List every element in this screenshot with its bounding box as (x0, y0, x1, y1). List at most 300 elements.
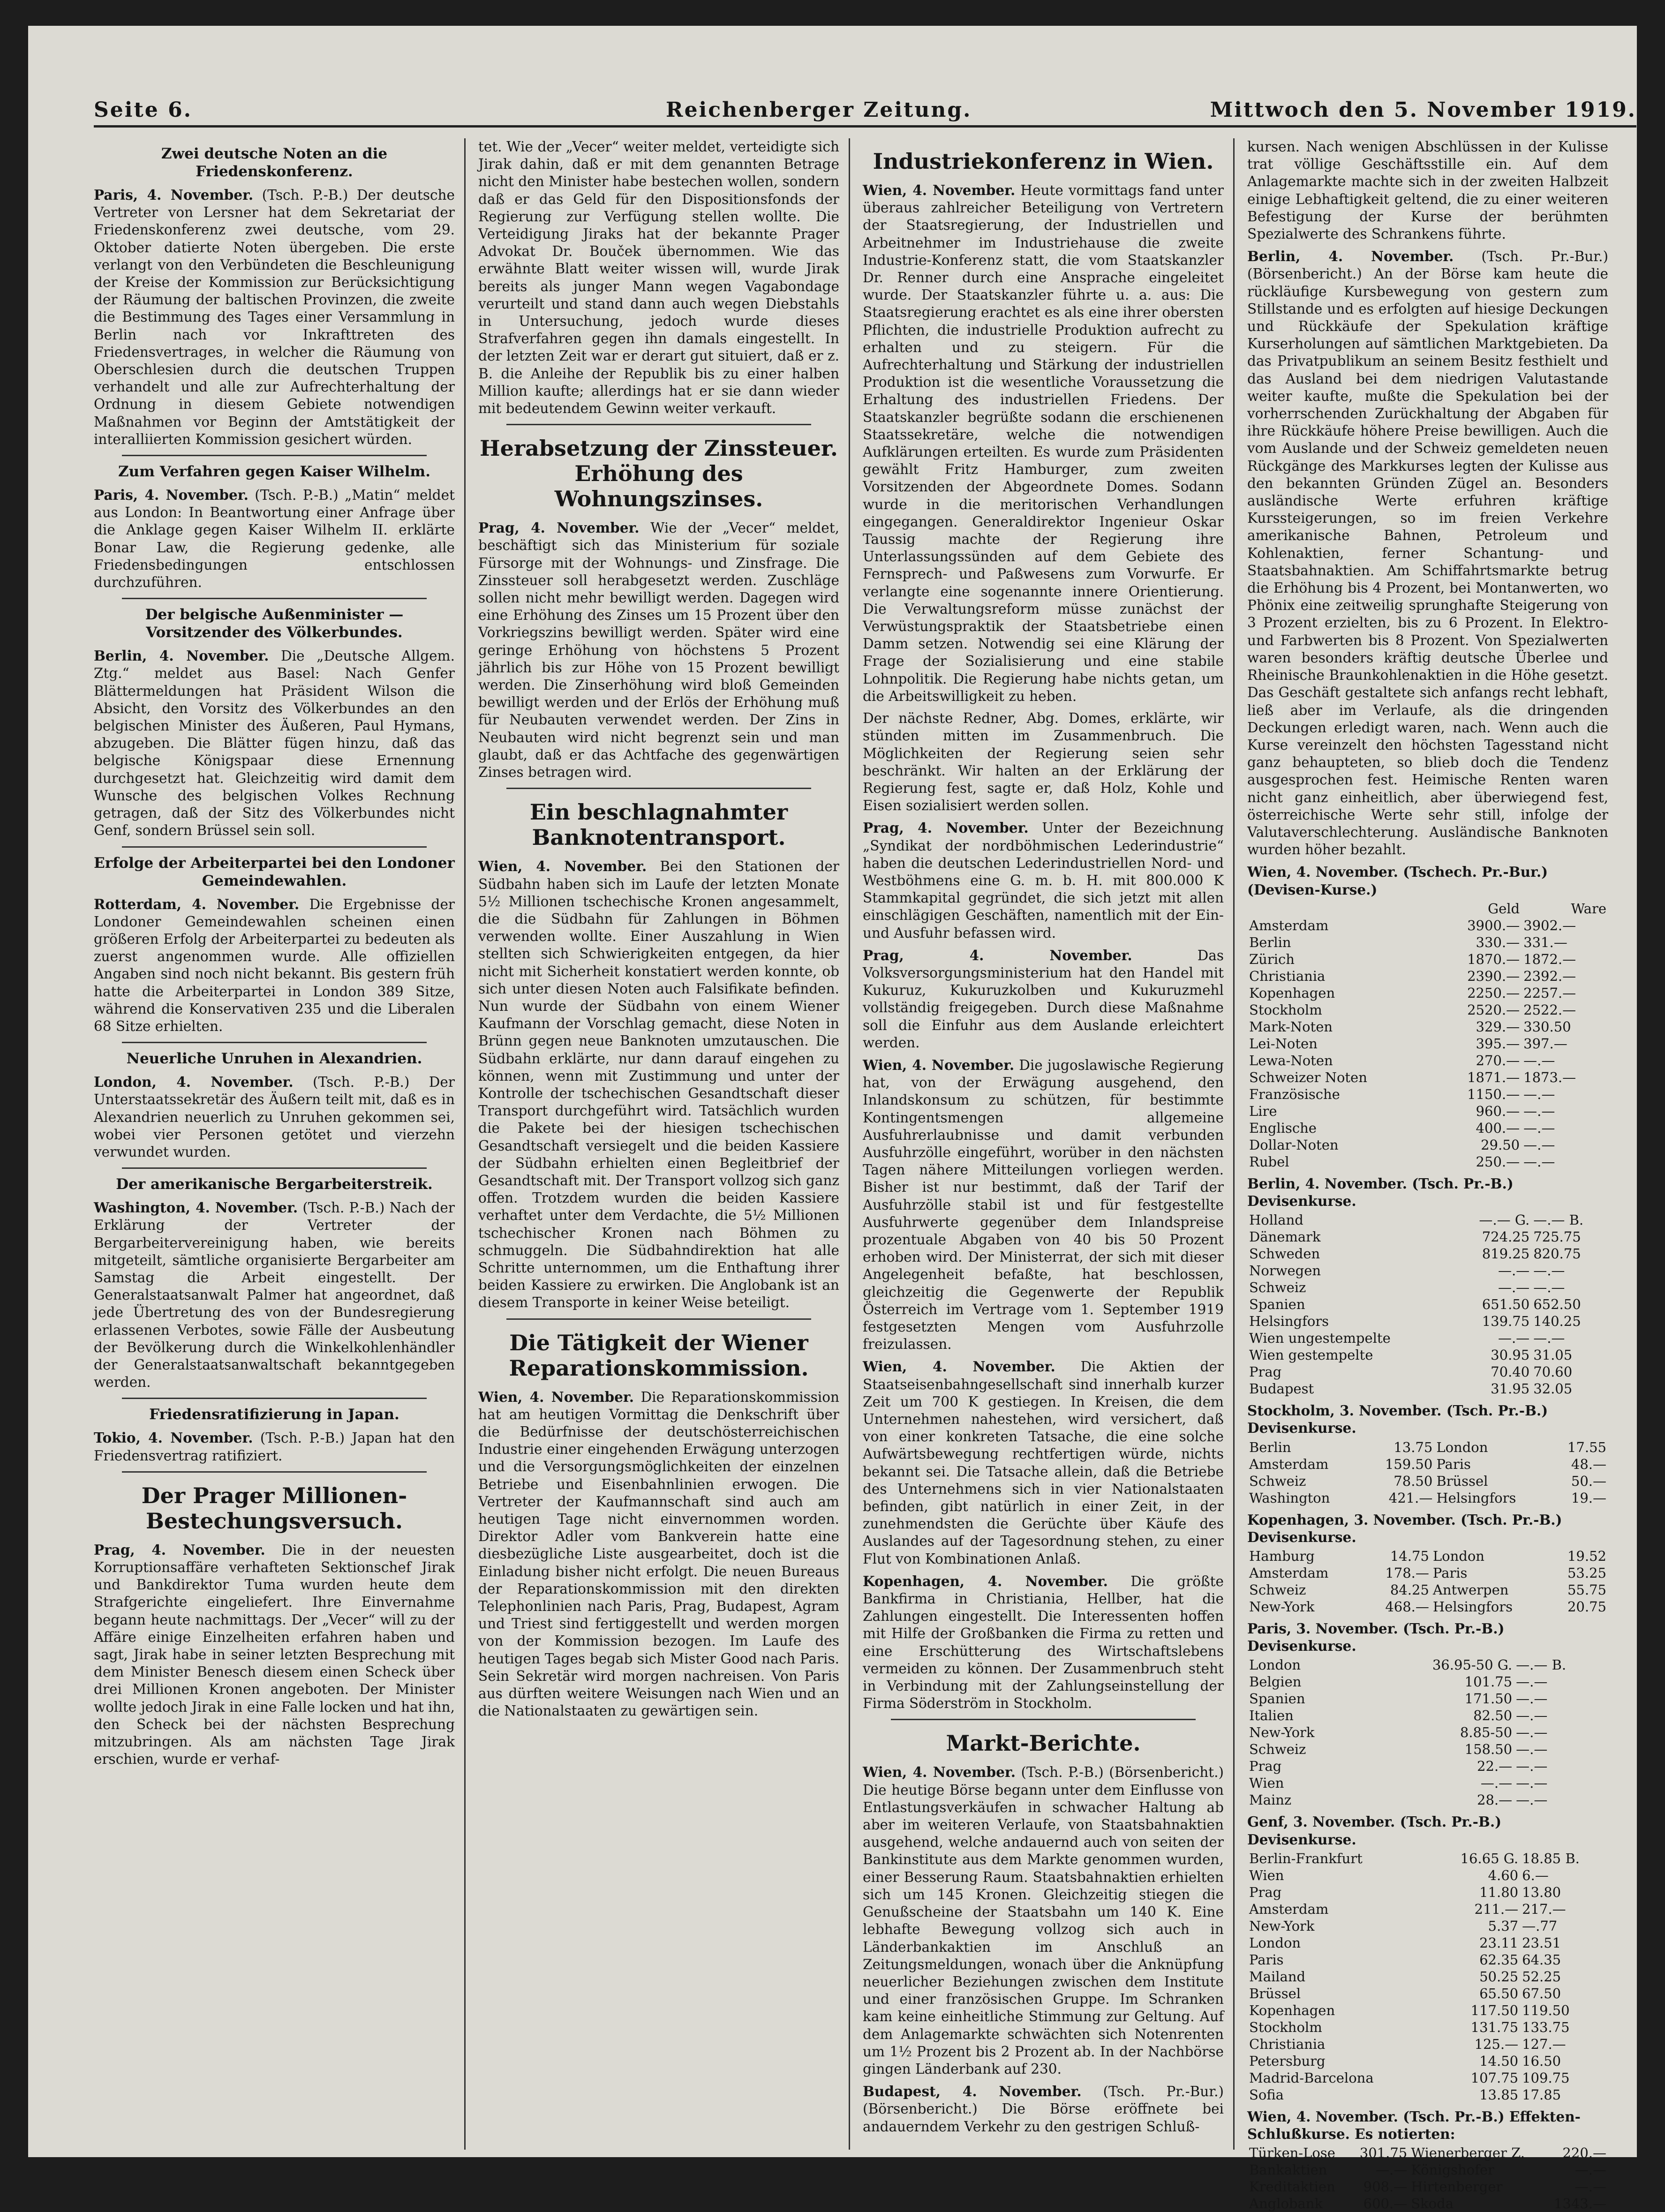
issue-date: Mittwoch den 5. November 1919. (1210, 98, 1636, 122)
article-paragraph (863, 1572, 1224, 1713)
article-headline: Zum Verfahren gegen Kaiser Wilhelm. (118, 463, 431, 481)
rates-cell: 70.40 (1491, 1364, 1530, 1380)
rates-cell: 29.50 (1481, 1136, 1520, 1153)
rates-cell: 30.95 (1491, 1347, 1530, 1363)
rates-cell: 330.— (1476, 934, 1520, 950)
rates-cell: 1870.— (1467, 951, 1520, 967)
rates-cell: Wien ungestempelte (1249, 1330, 1391, 1347)
rates-cell: 52.25 (1522, 1968, 1561, 1985)
rates-cell: 421.— (1388, 1490, 1433, 1506)
article-paragraph (94, 1429, 455, 1464)
rates-cell: 19.— (1571, 1490, 1606, 1506)
dateline: Kopenhagen, 4. November. (863, 1572, 1108, 1589)
rates-cell: 13.75 (1394, 1439, 1433, 1455)
rates-cell: —.— (1516, 1792, 1548, 1808)
rates-cell: —.— (1498, 1279, 1530, 1296)
rates-cell: Hamburg (1249, 1548, 1315, 1564)
rates-cell: 13.80 (1522, 1884, 1561, 1900)
article-paragraph (94, 647, 455, 839)
dateline: Prag, 4. November. (863, 820, 1029, 836)
rates-cell: 1150.— (1467, 1086, 1520, 1102)
rates-cell: 125.— (1474, 2036, 1519, 2052)
rates-row (1247, 1153, 1608, 1170)
rates-cell: 2520.— (1467, 1001, 1520, 1018)
dateline: Paris, 4. November. (94, 187, 254, 203)
rates-cell: Königshofer (1411, 2162, 1494, 2178)
article-headline: Erfolge der Arbeiterpartei bei den Londoner Gemeindewahlen. (94, 854, 455, 889)
rates-cell: Spanien (1249, 1296, 1305, 1313)
rates-row (1247, 1103, 1608, 1120)
rates-row (1247, 1380, 1608, 1397)
rates-cell: 62.35 (1479, 1951, 1519, 1968)
article-paragraph (478, 138, 839, 417)
rates-row (1247, 1473, 1608, 1490)
rates-cell: —.— (1498, 1263, 1530, 1279)
rates-row (1247, 1211, 1608, 1228)
rates-cell: 171.50 (1464, 1691, 1513, 1707)
rates-cell: Anglobank (1249, 2196, 1323, 2212)
rates-row (1247, 1245, 1608, 1262)
rates-cell: Holland (1249, 1212, 1303, 1228)
rates-cell: —.— (1516, 1724, 1548, 1741)
article-text: (Tsch. P.-B.) Der Unterstaatssekretär des Äußern teilt mit, daß es in Alexandrien neuerlich zu Unruhen gekommen sei, wobei vier Personen getötet und vierzehn verwundet wurden. (94, 1074, 455, 1160)
rates-cell: 31.05 (1533, 1347, 1573, 1363)
article-separator (122, 846, 427, 848)
rates-cell: Wien (1249, 1867, 1284, 1883)
article-text: (Tsch. P.-B.) (Börsenbericht.) Die heutige Börse begann unter dem Einflusse von Entlastungsverkäufen in schwacher Haltung ab aber im weiteren Verlaufe, von Staatsbahnaktien ausgehend, welche andauernd auch von seiten der Bankinstitute aus dem Markte genommen wurden, einer Besserung Raum. Staatsbahnaktien erhielten sich um 145 Kronen. Gleichzeitig stiegen die Genußscheine der Staatsbahn um 140 K. Eine lebhafte Bewegung vollzog sich auch in Länderbankaktien im Anschluß an Zeitungsmeldungen, wonach über die Anknüpfung neuerlicher Beziehungen zwischen dem Institute und einer französischen Gruppe. Im Schranken kam keine einheitliche Stimmung zur Geltung. Auf dem Anlagemarkte schwächten sich Notenrenten um 1½ Prozent bis 2 Prozent ab. In der Nachbörse gingen Länderbank auf 230. (863, 1764, 1224, 2077)
article-text: Die Aktien der Staatseisenbahngesellschaft sind innerhalb kurzer Zeit um 700 K gestiegen. In Kreisen, die dem Unternehmen nahestehen, wird versichert, daß von einer konkreten Tatsache, die eine solche Aufwärtsbewegung rechtfertigen würde, nichts bekannt sei. Die Tatsache allein, daß die Betriebe des Unternehmens sich in vier Nationalstaaten befinden, gibt natürlich in einer Zeit, in der zunehmendsten die Gerüchte über Käufe des Auslandes auf der Tagesordnung stehen, zu einer Flut von Kombinationen Anlaß. (863, 1359, 1224, 1567)
rates-cell: 84.25 (1390, 1581, 1429, 1598)
rates-cell: 725.75 (1533, 1229, 1581, 1245)
rates-cell: New-York (1249, 1724, 1315, 1741)
rates-cell: 11.80 (1479, 1884, 1519, 1900)
rates-row (1247, 1867, 1608, 1884)
article-paragraph (478, 858, 839, 1311)
rates-cell: 19.52 (1567, 1548, 1606, 1564)
rates-row (1247, 1086, 1608, 1103)
rates-cell: Berlin (1249, 934, 1291, 950)
rates-cell: —.— (1516, 1708, 1548, 1724)
article-headline: Der belgische Außenminister — Vorsitzender des Völkerbundes. (145, 606, 404, 641)
rates-cell: 32.05 (1533, 1381, 1573, 1397)
rates-cell: Amsterdam (1249, 1901, 1329, 1917)
rates-cell: 13.85 (1479, 2086, 1519, 2103)
article-paragraph (863, 1763, 1224, 2078)
rates-cell: 16.50 (1522, 2053, 1561, 2069)
rates-cell: Antwerpen (1432, 1581, 1509, 1598)
rates-cell: —.— (1376, 2162, 1408, 2178)
rates-cell: Spanien (1249, 1691, 1305, 1707)
article-separator (506, 1318, 811, 1320)
rates-cell: —.— (1523, 1120, 1555, 1136)
rates-table-heading: Paris, 3. November. (Tsch. Pr.-B.) Devisenkurse. (1247, 1620, 1505, 1655)
dateline: Prag, 4. November. (863, 947, 1132, 963)
rates-cell: 960.— (1476, 1103, 1520, 1119)
rates-cell: 14.50 (1479, 2053, 1519, 2069)
rates-cell: 2392.— (1523, 968, 1576, 984)
rates-table (1247, 1656, 1608, 1808)
rates-row (1247, 1035, 1608, 1052)
rates-cell: 2390.— (1467, 968, 1520, 984)
rates-cell: London (1436, 1439, 1488, 1455)
article-separator (122, 455, 427, 456)
rates-row (1247, 1791, 1608, 1808)
rates-cell: Paris (1436, 1456, 1471, 1472)
rates-cell: 651.50 (1482, 1296, 1530, 1313)
article-paragraph (94, 1199, 455, 1391)
rates-cell: —.— (1533, 1263, 1565, 1279)
rates-cell: 140.25 (1533, 1313, 1581, 1330)
article-text: Die Ergebnisse der Londoner Gemeindewahlen scheinen einen größeren Erfolg der Arbeiterpartei zu bedeuten als zuerst angenommen wurde. Alle offiziellen Angaben sind noch nicht bekannt. Bis gestern früh hatte die Arbeiterpartei in London 389 Sitze, während die Konservativen 235 und die Liberalen 68 Sitze erhielten. (94, 896, 455, 1034)
rates-cell: Kopenhagen (1249, 2002, 1335, 2018)
article-text: Das Volksversorgungsministerium hat den Handel mit Kukuruz, Kukuruzkolben und Kukuruzmehl vollständig freigegeben. Durch diese Maßnahme soll die Einfuhr aus dem Auslande erleichtert werden. (863, 947, 1224, 1051)
article-text: tet. Wie der „Vecer“ weiter meldet, verteidigte sich Jirak dahin, daß er mit dem genannten Betrage nicht den Minister habe bestechen wollen, sondern daß er das Geld für den Dispositionsfonds der Regierung zur Verfügung stellen wollte. Die Verteidigung Jiraks hat der bekannte Prager Advokat Dr. Bouček übernommen. Wie das erwähnte Blatt weiter wissen will, wurde Jirak bereits als junger Mann wegen Vagabondage verurteilt und stand dann auch wegen Diebstahls in Untersuchung, jedoch wurde dieses Strafverfahren gegen ihn damals eingestellt. In der letzten Zeit war er derart gut situiert, daß er z. B. die Anleihe der Republik bis zu einer halben Million kaufte; allerdings hat er sie dann wieder mit bedeutendem Gewinn weiter verkauft. (478, 139, 839, 417)
rates-cell: —.— (1533, 1279, 1565, 1296)
rates-cell: Schweizer Noten (1249, 1069, 1367, 1085)
rates-cell: Mailand (1249, 1968, 1306, 1985)
rates-cell: 220.— (1562, 2145, 1606, 2161)
rates-cell: 133.75 (1522, 2019, 1570, 2035)
column-rule (464, 138, 466, 2150)
rates-cell: Dänemark (1249, 1229, 1321, 1245)
rates-row (1247, 2019, 1608, 2036)
article-headline: Industriekonferenz in Wien. (873, 149, 1214, 174)
rates-cell: Helsingfors (1249, 1313, 1329, 1330)
rates-row (1247, 1439, 1608, 1456)
rates-cell: 211.— (1474, 1901, 1519, 1917)
rates-cell: 78.50 (1394, 1473, 1433, 1489)
rates-cell: 1343.— (1553, 2196, 1606, 2212)
article-paragraph (863, 819, 1224, 941)
rates-cell: 819.25 (1482, 1246, 1530, 1262)
rates-cell: —.— (1516, 1758, 1548, 1775)
rates-cell: 1873.— (1523, 1069, 1576, 1085)
rates-cell: 50.— (1571, 1473, 1606, 1489)
rates-table-heading: Genf, 3. November. (Tsch. Pr.-B.) Devisenkurse. (1247, 1813, 1502, 1848)
rates-row (1247, 1565, 1608, 1581)
article-separator (122, 1471, 427, 1473)
rates-cell: 28.— (1477, 1792, 1513, 1808)
rates-cell: London (1249, 1657, 1301, 1673)
column-4 (1247, 138, 1609, 2212)
article-text: Unter der Bezeichnung „Syndikat der nordböhmischen Lederindustrie“ haben die deutschen Lederindustriellen Nord- und Westböhmens eine G. m. b. H. mit 800.000 K Stammkapital gegründet, die sich jetzt mit allen einschlägigen Geschäften, namentlich mit der Ein- und Ausfuhr befassen wird. (863, 820, 1224, 941)
rates-cell: Wien gestempelte (1249, 1347, 1373, 1363)
rates-row (1247, 1347, 1608, 1363)
rates-cell: —.— (1523, 1153, 1555, 1170)
rates-cell: Dollar-Noten (1249, 1136, 1339, 1153)
article-paragraph (94, 486, 455, 591)
article-paragraph (1247, 138, 1608, 243)
rates-cell: Christiania (1249, 2036, 1326, 2052)
rates-table-heading: Wien, 4. November. (Tschech. Pr.-Bur.) (Devisen-Kurse.) (1247, 864, 1548, 898)
rates-row (1247, 1052, 1608, 1069)
rates-row (1247, 2195, 1608, 2212)
article-text: (Tsch. P.-B.) Nach der Erklärung der Vertreter der Bergarbeitervereinigung haben, wie bereits mitgeteilt, sämtliche organisierte Bergarbeiter am Samstag die Arbeit eingestellt. Der Generalstaatsanwalt Palmer hat angeordnet, daß jede Übertretung des von der Bundesregierung erlassenen Verbotes, sowie Fälle der Ausbeutung der Bevölkerung durch die Winkelkohlenhändler der Generalstaatsanwaltschaft bekanntgegeben werden. (94, 1200, 455, 1391)
rates-cell: Stockholm (1249, 2019, 1322, 2035)
rates-cell: New-York (1249, 1598, 1315, 1615)
article-separator (891, 1719, 1196, 1720)
article-headline: Die Tätigkeit der Wiener Reparationskommission. (509, 1330, 809, 1381)
rates-row (1247, 1548, 1608, 1565)
rates-cell: Schweiz (1249, 1741, 1306, 1758)
article-text: Die jugoslawische Regierung hat, von der Erwägung ausgehend, den Inlandskonsum zu schützen, für bestimmte Kontingentsmengen allgemeine Ausfuhrerlaubnisse und damit verbunden Ausfuhrzölle eingeführt, worüber in den nächsten Tagen nähere Mitteilungen vorliegen werden. Bisher ist nur bestimmt, daß der Tarif der Ausfuhrzölle stabil ist und für festgestellte Ausfuhrwerte gegenüber dem Inlandspreise prozentuale Abgaben von 40 bis 50 Prozent erhoben wird. Der Ministerrat, der sich mit dieser Angelegenheit befaßte, hat beschlossen, gleichzeitig die Gegenwerte der Republik Österreich im Vertrage vom 1. September 1919 festgesetzten Mengen vom Ausfuhrzolle freizulassen. (863, 1057, 1224, 1353)
dateline: Wien, 4. November. (863, 1764, 1016, 1781)
rates-cell: Paris (1432, 1565, 1468, 1581)
article-headline: Friedensratifizierung in Japan. (149, 1406, 399, 1423)
rates-cell: Schweden (1249, 1246, 1320, 1262)
rates-cell: —.— (1523, 1103, 1555, 1119)
dateline: Wien, 4. November. (863, 1358, 1055, 1375)
rates-row (1247, 1707, 1608, 1724)
rates-cell: 600.— (1363, 2196, 1408, 2212)
article-separator (122, 1167, 427, 1169)
dateline: Washington, 4. November. (94, 1199, 298, 1216)
rates-row (1247, 1136, 1608, 1153)
article-headline: Zwei deutsche Noten an die Friedenskonferenz. (161, 145, 388, 180)
dateline: Tokio, 4. November. (94, 1430, 253, 1446)
rates-cell: 820.75 (1533, 1246, 1581, 1262)
article-paragraph (863, 710, 1224, 814)
rates-cell: 400.— (1476, 1120, 1520, 1136)
rates-cell: Prag (1249, 1364, 1282, 1380)
rates-cell: Norwegen (1249, 1263, 1321, 1279)
rates-cell: 67.50 (1522, 1985, 1561, 2001)
rates-cell: 158.50 (1464, 1741, 1513, 1758)
article-paragraph (863, 947, 1224, 1052)
rates-cell: Paris (1249, 1951, 1284, 1968)
dateline: Paris, 4. November. (94, 487, 249, 504)
article-text: (Tsch. P.-B.) Der deutsche Vertreter von Lersner hat dem Sekretariat der Friedenskonferenz zwei deutsche, vom 29. Oktober datierte Noten übergeben. Die erste verlangt von den Verbündeten die Beschleunigung der Kreise der Kommission zur Berücksichtigung der Räumung der baltischen Provinzen, die zweite die Bestimmung des Tages einer Versammlung in Berlin nach vor Inkrafttreten des Friedensvertrages, in welcher die Räumung von Oberschlesien durch die deutschen Truppen verhandelt und alle zur Aufrechterhaltung der Ordnung in diesem Gebiete notwendigen Maßnahmen vor Beginn der Amtstätigkeit der interalliierten Kommission gesichert würden. (94, 187, 455, 447)
rates-cell: Budapest (1249, 1381, 1314, 1397)
rates-cell: 329.— (1476, 1018, 1520, 1035)
rates-row (1247, 1262, 1608, 1279)
rates-cell: 1871.— (1467, 1069, 1520, 1085)
article-paragraph (94, 1541, 455, 1768)
rates-cell: 23.11 (1479, 1934, 1519, 1951)
column-3 (863, 138, 1224, 2154)
rates-cell: 2250.— (1467, 985, 1520, 1001)
rates-cell: 3900.— (1467, 917, 1520, 933)
rates-table-heading: Berlin, 4. November. (Tsch. Pr.-B.) Devisenkurse. (1247, 1175, 1514, 1209)
dateline: Berlin, 4. November. (94, 647, 269, 664)
column-1 (94, 138, 455, 2154)
article-text: Die „Deutsche Allgem. Ztg.“ meldet aus Basel: Nach Genfer Blättermeldungen hat Präsident Wilson die Absicht, den Vorsitz des Völkerbundes an den belgischen Minister des Äußeren, Paul Hymans, abzugeben. Die Blätter fügen hinzu, daß das belgische Königspaar diese Ernennung durchgesetzt hat. Gleichzeitig wird damit dem Wunsche des belgischen Volkes Rechnung getragen, daß der Sitz des Völkerbundes nicht Genf, sondern Brüssel sein soll. (94, 648, 455, 839)
rates-cell: —.— B. (1533, 1212, 1584, 1228)
article-separator (122, 1042, 427, 1043)
rates-cell: Französische (1249, 1086, 1340, 1102)
rates-cell: Wienerberger Z. (1411, 2145, 1525, 2161)
rates-row (1247, 1330, 1608, 1347)
rates-cell: Englische (1249, 1120, 1317, 1136)
rates-cell: 270.— (1476, 1052, 1520, 1068)
rates-row (1247, 1069, 1608, 1086)
rates-cell: 70.60 (1533, 1364, 1573, 1380)
rates-row (1247, 1758, 1608, 1775)
rates-cell: 395.— (1476, 1035, 1520, 1052)
rates-cell: Lei-Noten (1249, 1035, 1318, 1052)
rates-cell: 468.— (1385, 1598, 1429, 1615)
rates-row (1247, 1313, 1608, 1330)
rates-cell: 1872.— (1523, 951, 1576, 967)
rates-cell: Petersburg (1249, 2053, 1326, 2069)
rates-cell: 5.37 (1488, 1918, 1519, 1934)
rates-row (1247, 1018, 1608, 1035)
rates-cell: 3902.— (1523, 917, 1576, 933)
rates-cell: 20.75 (1567, 1598, 1606, 1615)
rates-row (1247, 1775, 1608, 1791)
rates-cell: 14.75 (1390, 1548, 1429, 1564)
rates-cell: —.— (1533, 1330, 1565, 1347)
page-number: Seite 6. (94, 98, 193, 122)
rates-cell: 117.50 (1470, 2002, 1519, 2018)
rates-cell: Türken-Lose (1249, 2145, 1335, 2161)
rates-row (1247, 1363, 1608, 1380)
rates-row (1247, 1968, 1608, 1985)
rates-cell: —.— G. (1479, 1212, 1530, 1228)
rates-cell: Mainz (1249, 1792, 1292, 1808)
newspaper-page (28, 26, 1637, 2212)
rates-cell: Prag (1249, 1758, 1282, 1775)
dateline: Wien, 4. November. (478, 1388, 634, 1405)
rates-cell: 2257.— (1523, 985, 1576, 1001)
article-text: (Tsch. P.-B.) „Matin“ meldet aus London: In Beantwortung einer Anfrage über die Anklage gegen Kaiser Wilhelm II. erklärte Bonar Law, die Regierung gedenke, alle Friedensbedingungen entschlossen durchzuführen. (94, 487, 455, 591)
rates-cell: Prag (1249, 1884, 1282, 1900)
rates-row (1247, 1724, 1608, 1741)
rates-row (1247, 1490, 1608, 1506)
rates-cell: Bankaktien (1249, 2162, 1327, 2178)
rates-cell: —.77 (1522, 1918, 1558, 1934)
rates-table-heading: Stockholm, 3. November. (Tsch. Pr.-B.) Devisenkurse. (1247, 1402, 1548, 1437)
rates-cell: 17.85 (1522, 2086, 1561, 2103)
article-paragraph (863, 181, 1224, 705)
dateline: Budapest, 4. November. (863, 2083, 1082, 2100)
rates-cell: —.— (1516, 1674, 1548, 1690)
rates-row (1247, 1918, 1608, 1934)
rates-cell: Mark-Noten (1249, 1018, 1333, 1035)
rates-row (1247, 1656, 1608, 1673)
rates-cell: 64.35 (1522, 1951, 1561, 1968)
article-text: Bei den Stationen der Südbahn haben sich im Laufe der letzten Monate 5½ Millionen tschechische Kronen angesammelt, die die Südbahn für Zahlungen in Böhmen verwenden wollte. Einer Auszahlung in Wien stellten sich Schwierigkeiten entgegen, da hier nicht mit Sicherheit konstatiert werden konnte, ob sich unter diesen Noten auch Falsifikate befinden. Nun wurde der Südbahn von einem Wiener Kaufmann der Vorschlag gemacht, diese Noten in Brünn gegen neue Banknoten umzutauschen. Die Südbahn erklärte, nur dann darauf eingehen zu können, wenn mit Zustimmung und unter der Kontrolle der tschechischen Gesandtschaft dieser Transport durchgeführt wird. Tatsächlich wurden die Pakete bei der hiesigen tschechischen Gesandtschaft versiegelt und die beiden Kassiere der Südbahn erhielten einen Begleitbrief der Gesandtschaft mit. Der Transport vollzog sich ganz offen. Trotzdem wurden die beiden Kassiere verhaftet unter dem Verdachte, die 5½ Millionen tschechischer Kronen nach Böhmen zu schmuggeln. Die Südbahndirektion hat alle Schritte unternommen, um die Enthaftung ihrer beiden Kassiere zu erwirken. Die Anglobank ist an diesem Transporte in keiner Weise beteiligt. (478, 858, 839, 1311)
article-separator (506, 788, 811, 789)
rates-header-cell: Geld (1487, 900, 1520, 917)
rates-cell: Zürich (1249, 951, 1295, 967)
rates-row (1247, 1901, 1608, 1918)
rates-cell: 22.— (1477, 1758, 1513, 1775)
rates-cell: 23.51 (1522, 1934, 1561, 1951)
rates-row (1247, 2036, 1608, 2053)
article-paragraph (1247, 248, 1608, 858)
column-rule (849, 138, 850, 2150)
rates-cell: New-York (1249, 1918, 1315, 1934)
article-headline: Neuerliche Unruhen in Alexandrien. (126, 1050, 422, 1068)
article-text: Die größte Bankfirma in Christiania, Hellber, hat die Zahlungen eingestellt. Die Interessenten hoffen mit Hilfe der Großbanken die Firma zu retten und eine Erschütterung des Wirtschaftslebens vermeiden zu können. Der Zusammenbruch steht in Verbindung mit der Zahlungseinstellung der Firma Söderström in Stockholm. (863, 1573, 1224, 1712)
article-text: Heute vormittags fand unter überaus zahlreicher Beteiligung von Vertretern der Staatsregierung, der Industriellen und Arbeitnehmer im Industriehause die zweite Industrie-Konferenz statt, die vom Staatskanzler Dr. Renner durch eine Ansprache eingeleitet wurde. Der Staatskanzler führte u. a. aus: Die Staatsregierung erachtet es als eine ihrer obersten Pflichten, die industrielle Produktion aufrecht zu erhalten und zu steigern. Für die Aufrechterhaltung und Stärkung der industriellen Produktion ist die wesentliche Voraussetzung die Erhaltung des industriellen Friedens. Der Staatskanzler begrüßte sodann die erschienenen Staatssekretäre, welche die notwendigen Aufklärungen erteilten. Es wurde zum Präsidenten gewählt Fritz Hamburger, zum zweiten Vorsitzenden der Abgeordnete Domes. Sodann wurde in die meritorischen Verhandlungen eingegangen. Generaldirektor Ingenieur Oskar Taussig machte der Regierung ihre Unterlassungssünden auf dem Gebiete des Fernsprech- und Paßwesens zum Vorwurfe. Er verlangte eine sogenannte innere Orientierung. Die Verwaltungsreform müsse zunächst der Verwüstungspraktik der Staatsbetriebe einen Damm setzen. Notwendig sei eine Klärung der Frage der Sozialisierung und eine stabile Lohnpolitik. Die Regierung habe nichts getan, um die Arbeitswilligkeit zu heben. (863, 182, 1224, 704)
rates-cell: —.— (1523, 1086, 1555, 1102)
dateline: Wien, 4. November. (863, 182, 1016, 198)
article-text: (Tsch. Pr.-Bur.) (Börsenbericht.) An der Börse kam heute die rückläufige Kursbewegung von gestern zum Stillstande und es erfolgten auf hiesige Deckungen und Rückkäufe der Spekulation kräftige Kurserholungen auf sämtlichen Marktgebieten. Da das Privatpublikum an seinem Besitz festhielt und das Ausland bei dem niedrigen Valutastande weiter kaufte, mußte die Spekulation bei der vorherrschenden Zurückhaltung der Abgaben für ihre Rückkäufe höhere Preise bewilligen. Auch die vom Auslande und der Schweiz gemeldeten neuen Rückgänge des Markkurses legten der Kulisse aus den bekannten Gründen Zügel an. Besonders ausländische Werte erfuhren kräftige Kurssteigerungen, so im freien Verkehre amerikanische Bahnen, Petroleum und Kohlenaktien, ferner Schantung- und Staatsbahnaktien. Am Schiffahrtsmarkte betrug die Erhöhung bis 4 Prozent, bei Montanwerten, wo Phönix eine zeitweilig sprunghafte Steigerung von 3 Prozent erzielten, bis zu 6 Prozent. In Elektro- und Farbwerten bis 8 Prozent. Von Spezialwerten waren besonders kräftig deutsche Überlee und Rheinische Braunkohlenaktien in die Höhe gesetzt. Das Geschäft gestaltete sich anfangs recht lebhaft, ließ aber im Verlaufe, als die dringenden Deckungen erledigt waren, nach. Wenn auch die Kurse vereinzelt den höchsten Tagesstand nicht ganz behaupteten, so blieb doch die Tendenz ausgesprochen fest. Heimische Renten waren nicht ganz einheitlich, aber überwiegend fest, österreichische Werte sehr still, infolge der Valutaverschlechterung. Ausländische Banknoten wurden höher bezahlt. (1247, 248, 1609, 858)
rates-table-heading: Wien, 4. November. (Tsch. Pr.-B.) Effekten-Schlußkurse. Es notierten: (1247, 2108, 1581, 2142)
rates-cell: Christiania (1249, 968, 1326, 984)
dateline: Berlin, 4. November. (1247, 248, 1454, 265)
rates-cell: 36.95-50 G. (1432, 1657, 1513, 1673)
rates-cell: 109.75 (1522, 2069, 1570, 2086)
newspaper-title: Reichenberger Zeitung. (666, 98, 972, 122)
rates-row (1247, 1884, 1608, 1901)
rates-cell: Stockholm (1249, 1001, 1322, 1018)
rates-row (1247, 968, 1608, 985)
rates-cell: 908.— (1363, 2179, 1408, 2195)
rates-cell: Helsingfors (1436, 1490, 1516, 1506)
rates-cell: 31.95 (1491, 1381, 1530, 1397)
rates-cell: —.— (1480, 1775, 1513, 1791)
dateline: Prag, 4. November. (94, 1541, 265, 1558)
rates-table (1247, 2144, 1608, 2212)
article-paragraph (478, 519, 839, 781)
article-text: kursen. Nach wenigen Abschlüssen in der Kulisse trat völlige Geschäftsstille ein. Auf dem Anlagemarkte machte sich in der zweiten Halbzeit einige Lebhaftigkeit geltend, die zu einer weiteren Befestigung der Kurse der berühmten Spezialwerte des Schrankens führte. (1247, 139, 1608, 242)
column-2 (478, 138, 839, 2154)
article-paragraph (94, 1073, 455, 1161)
rates-cell: Sofia (1249, 2086, 1284, 2103)
rates-cell: 50.25 (1479, 1968, 1519, 1985)
rates-cell: Lire (1249, 1103, 1277, 1119)
article-separator (506, 424, 811, 425)
dateline: London, 4. November. (94, 1074, 294, 1091)
rates-row (1247, 1850, 1608, 1867)
rates-row (1247, 934, 1608, 951)
article-headline: Ein beschlagnahmter Banknotentransport. (529, 799, 788, 850)
rates-header-row (1247, 900, 1608, 917)
rates-cell: 53.25 (1567, 1565, 1606, 1581)
rates-row (1247, 1690, 1608, 1707)
rates-cell: 4.60 (1488, 1867, 1519, 1883)
rates-cell: —.— (1523, 1136, 1555, 1153)
rates-cell: 55.75 (1567, 1581, 1606, 1598)
rates-table (1247, 1439, 1608, 1506)
rates-cell: Wien (1249, 1775, 1284, 1791)
rates-table (1247, 1548, 1608, 1615)
article-headline: Markt-Berichte. (946, 1730, 1141, 1756)
article-text: Die in der neuesten Korruptionsaffäre verhafteten Sektionschef Jirak und Bankdirektor Tuma wurden heute dem Strafgerichte eingeliefert. Ihre Einvernahme begann heute nachmittags. Der „Vecer“ will zu der Affäre einige Einzelheiten erfahren haben und sagt, Jirak habe in seiner letzten Besprechung mit dem Minister Benesch diesem einen Scheck über drei Millionen Kronen angeboten. Der Minister wollte jedoch Jirak in eine Falle locken und hat ihn, den Scheck bei der nächsten Besprechung mitzubringen. Als am nächsten Tage Jirak erschien, wurde er verhaf- (94, 1542, 455, 1768)
dateline: Prag, 4. November. (478, 519, 640, 536)
rates-cell: 101.75 (1464, 1674, 1513, 1690)
rates-row (1247, 1581, 1608, 1598)
rates-cell: —.— (1575, 2179, 1606, 2195)
article-paragraph (863, 1358, 1224, 1567)
rates-row (1247, 2069, 1608, 2086)
rates-cell: Schweiz (1249, 1279, 1306, 1296)
rates-cell: 82.50 (1473, 1708, 1513, 1724)
rates-cell: Washington (1249, 1490, 1330, 1506)
rates-cell: Schweiz (1249, 1473, 1306, 1489)
rates-row (1247, 1120, 1608, 1136)
rates-cell: 65.50 (1479, 1985, 1519, 2001)
article-headline: Der Prager Millionen-Bestechungsversuch. (141, 1482, 407, 1534)
rates-row (1247, 2086, 1608, 2103)
article-text: Der nächste Redner, Abg. Domes, erklärte, wir stünden mitten im Zusammenbruch. Die Möglichkeiten der Regierung seien sehr beschränkt. Wir halten an der Erklärung der Regierung fest, sagte er, daß Holz, Kohle und Eisen sozialisiert werden sollen. (863, 710, 1224, 814)
article-paragraph (863, 1056, 1224, 1353)
rates-cell: Schweiz (1249, 1581, 1306, 1598)
rates-cell: 119.50 (1522, 2002, 1570, 2018)
article-paragraph (863, 2083, 1224, 2136)
rates-cell: 16.65 G. (1460, 1850, 1519, 1866)
article-paragraph (478, 1388, 839, 1720)
rates-cell: 331.— (1523, 934, 1567, 950)
rates-row (1247, 1985, 1608, 2002)
rates-cell: 178.— (1385, 1565, 1429, 1581)
rates-cell: 107.75 (1470, 2069, 1519, 2086)
rates-row (1247, 1934, 1608, 1951)
rates-table-heading: Kopenhagen, 3. November. (Tsch. Pr.-B.) Devisenkurse. (1247, 1511, 1562, 1545)
